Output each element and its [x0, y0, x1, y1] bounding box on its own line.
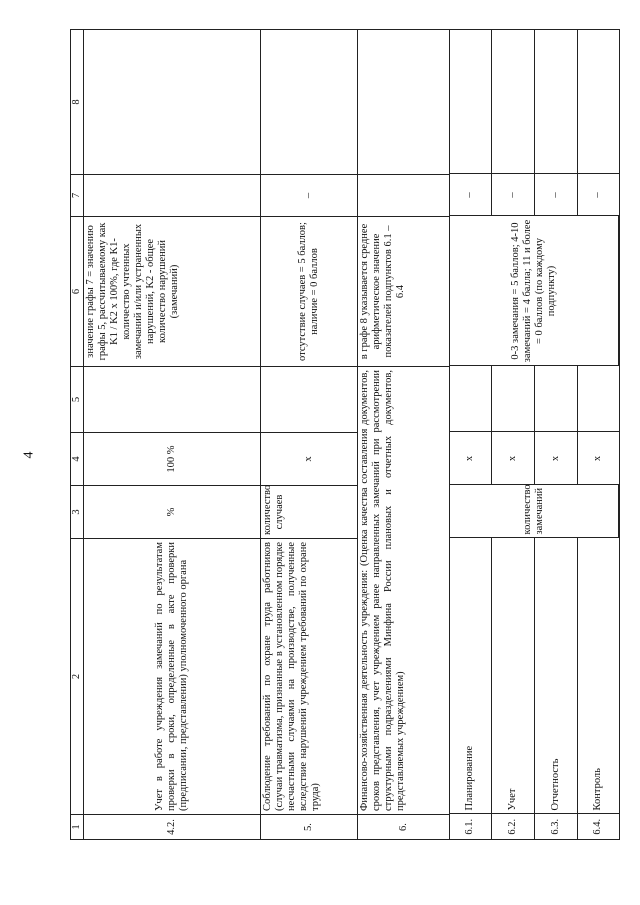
subrow-label: Отчетность	[534, 538, 577, 814]
table-row	[261, 30, 358, 840]
table-header-row	[71, 30, 84, 840]
subrow-target: x	[534, 432, 577, 485]
table-row	[450, 29, 491, 839]
row-score: отсутствие случаев = 5 баллов; наличие = 0 баллов	[261, 217, 358, 367]
row-col7	[84, 175, 261, 217]
subrow-label: Контроль	[577, 538, 618, 814]
subrow-col8	[450, 29, 491, 174]
row-description: Соблюдение требований по охране труда работников (случаи травматизма, признанные в установленном порядке несчастными случаями на производстве, полученные вследствие нарушений учреждением требований по охране труда)	[261, 539, 358, 815]
row-col8	[358, 30, 450, 175]
row-score: в графе 8 указывается среднее арифметическое значение показателей подпунктов 6.1 –6.4	[358, 217, 450, 367]
subrow-target: x	[491, 432, 534, 485]
subrow-col8	[577, 29, 618, 174]
subrow-label: Планирование	[450, 538, 491, 814]
column-header: 8	[71, 30, 84, 175]
subrow-col5	[450, 366, 491, 432]
subrow-col8	[491, 29, 534, 174]
row-number: 6.	[358, 815, 450, 840]
column-header: 3	[71, 486, 84, 539]
row-col5	[84, 367, 261, 433]
row-col7: –	[261, 175, 358, 217]
column-header: 2	[71, 539, 84, 815]
subrow-col8	[534, 29, 577, 174]
column-header: 7	[71, 175, 84, 217]
subrows-block	[450, 30, 620, 840]
column-header: 4	[71, 433, 84, 486]
table-row	[577, 29, 618, 839]
table-row	[358, 30, 450, 840]
subrows-cell	[450, 30, 620, 840]
row-col7	[358, 175, 450, 217]
page-number: 4	[21, 451, 37, 459]
subrow-score: 0-3 замечания = 5 баллов; 4-10 замечаний = 4 балла; 11 и более = 0 баллов (по каждому подпункту)	[450, 216, 619, 366]
subrow-number: 6.1.	[450, 814, 491, 839]
row-unit: количество случаев	[261, 486, 358, 539]
rotated-table-wrapper	[70, 30, 620, 840]
row-number: 4.2.	[84, 815, 261, 840]
row-target: x	[261, 433, 358, 486]
subrow-label: Учет	[491, 538, 534, 814]
subrow-col7: –	[450, 174, 491, 216]
row-description: Учет в работе учреждения замечаний по результатам проверки в сроки, определенные в акте проверки (предписании, представлении) уполномоченного органа	[84, 539, 261, 815]
subrow-number: 6.3.	[534, 814, 577, 839]
row-col8	[261, 30, 358, 175]
row-target: 100 %	[84, 433, 261, 486]
subrow-col5	[534, 366, 577, 432]
row-col8	[84, 30, 261, 175]
subrows-table	[450, 29, 619, 839]
column-header: 6	[71, 217, 84, 367]
subrow-col7: –	[491, 174, 534, 216]
column-header: 1	[71, 815, 84, 840]
column-header: 5	[71, 367, 84, 433]
table-row	[534, 29, 577, 839]
subrow-col7: –	[577, 174, 618, 216]
subrow-unit: количество замечаний	[450, 485, 619, 538]
indicators-table	[70, 29, 620, 840]
subrow-number: 6.4.	[577, 814, 618, 839]
subrow-target: x	[450, 432, 491, 485]
row-description: Финансово-хозяйственная деятельность учреждения: (Оценка качества составления документов, сроков представления, учет учреждением ранее направленных замечаний при рассмотрении структурными подразделениями Минфина России плановых и отчетных документов, представляемых учреждением)	[358, 367, 450, 815]
row-col5	[261, 367, 358, 433]
subrow-col7: –	[534, 174, 577, 216]
row-score: значение графы 7 = значению графы 5, рассчитываемому как K1 / K2 x 100%, где K1- количество учтенных замечаний и/или устраненных нарушений, K2 - общее количество нарушений (замечаний)	[84, 217, 261, 367]
table-row	[84, 30, 261, 840]
subrow-number: 6.2.	[491, 814, 534, 839]
subrow-col5	[577, 366, 618, 432]
subrow-target: x	[577, 432, 618, 485]
table-row	[491, 29, 534, 839]
row-unit: %	[84, 486, 261, 539]
row-number: 5.	[261, 815, 358, 840]
subrow-col5	[491, 366, 534, 432]
